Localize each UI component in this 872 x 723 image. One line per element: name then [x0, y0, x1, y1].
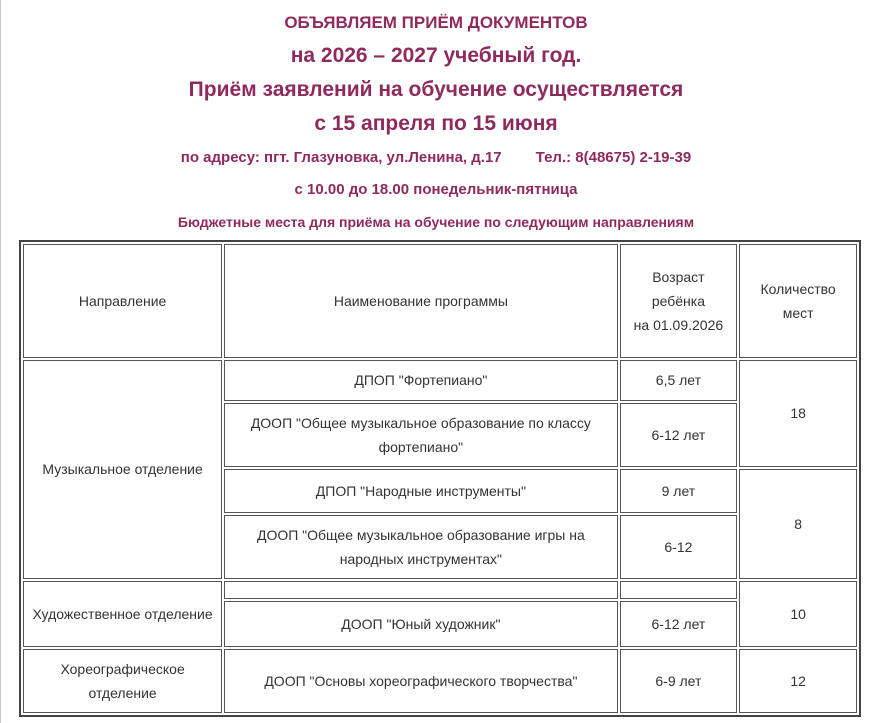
- program-cell: ДООП "Общее музыкальное образование по классу фортепиано": [224, 403, 617, 467]
- program-cell: ДООП "Общее музыкальное образование игры на народных инструментах": [224, 515, 617, 579]
- contact-line: [0, 149, 872, 166]
- count-cell: 10: [739, 581, 857, 647]
- direction-cell: Музыкальное отделение: [23, 360, 222, 579]
- table-caption: Бюджетные места для приёма на обучение по следующим направлениям: [177, 214, 695, 230]
- header-age-line3: на 01.09.2026: [633, 316, 724, 333]
- table-row: [23, 360, 857, 401]
- header-age-line2: ребёнка: [651, 292, 705, 309]
- program-cell: ДПОП "Фортепиано": [224, 360, 617, 401]
- program-cell: [224, 581, 617, 600]
- direction-cell: Художественное отделение: [23, 581, 222, 647]
- header-program: Наименование программы: [224, 244, 617, 358]
- header-direction: Направление: [23, 244, 222, 358]
- header-count-line2: мест: [782, 304, 814, 321]
- admissions-table-frame: [19, 240, 861, 717]
- table-row: [23, 581, 857, 600]
- age-cell: 9 лет: [620, 469, 738, 512]
- count-cell: 18: [739, 360, 857, 467]
- direction-cell: Хореографическое отделение: [23, 649, 222, 713]
- age-cell: 6-9 лет: [620, 649, 738, 713]
- application-period: с 15 апреля по 15 июня: [314, 112, 558, 135]
- age-cell: 6-12 лет: [620, 601, 738, 647]
- header-count-line1: Количество: [760, 280, 836, 297]
- count-cell: 12: [739, 649, 857, 713]
- phone-text: Тел.: 8(48675) 2-19-39: [535, 149, 692, 166]
- header-age-line1: Возраст: [652, 268, 705, 285]
- count-cell: 8: [739, 469, 857, 579]
- age-cell: 6-12: [620, 515, 738, 579]
- program-cell: ДПОП "Народные инструменты": [224, 469, 617, 512]
- page-left-border: [0, 0, 1, 723]
- program-cell: ДООП "Юный художник": [224, 601, 617, 647]
- age-cell: 6-12 лет: [620, 403, 738, 467]
- academic-year: на 2026 – 2027 учебный год.: [290, 44, 582, 67]
- program-cell: ДООП "Основы хореографического творчества": [224, 649, 617, 713]
- announcement-title: ОБЪЯВЛЯЕМ ПРИЁМ ДОКУМЕНТОВ: [284, 13, 588, 32]
- address-text: по адресу: пгт. Глазуновка, ул.Ленина, д.17: [180, 149, 502, 166]
- age-cell: 6,5 лет: [620, 360, 738, 401]
- age-cell: [620, 581, 738, 600]
- working-hours: с 10.00 до 18.00 понедельник-пятница: [294, 181, 578, 198]
- application-notice: Приём заявлений на обучение осуществляется: [188, 78, 684, 101]
- admissions-table: [21, 242, 859, 715]
- header-age: [620, 244, 738, 358]
- table-row: [23, 649, 857, 713]
- header-count: [739, 244, 857, 358]
- table-header-row: [23, 244, 857, 358]
